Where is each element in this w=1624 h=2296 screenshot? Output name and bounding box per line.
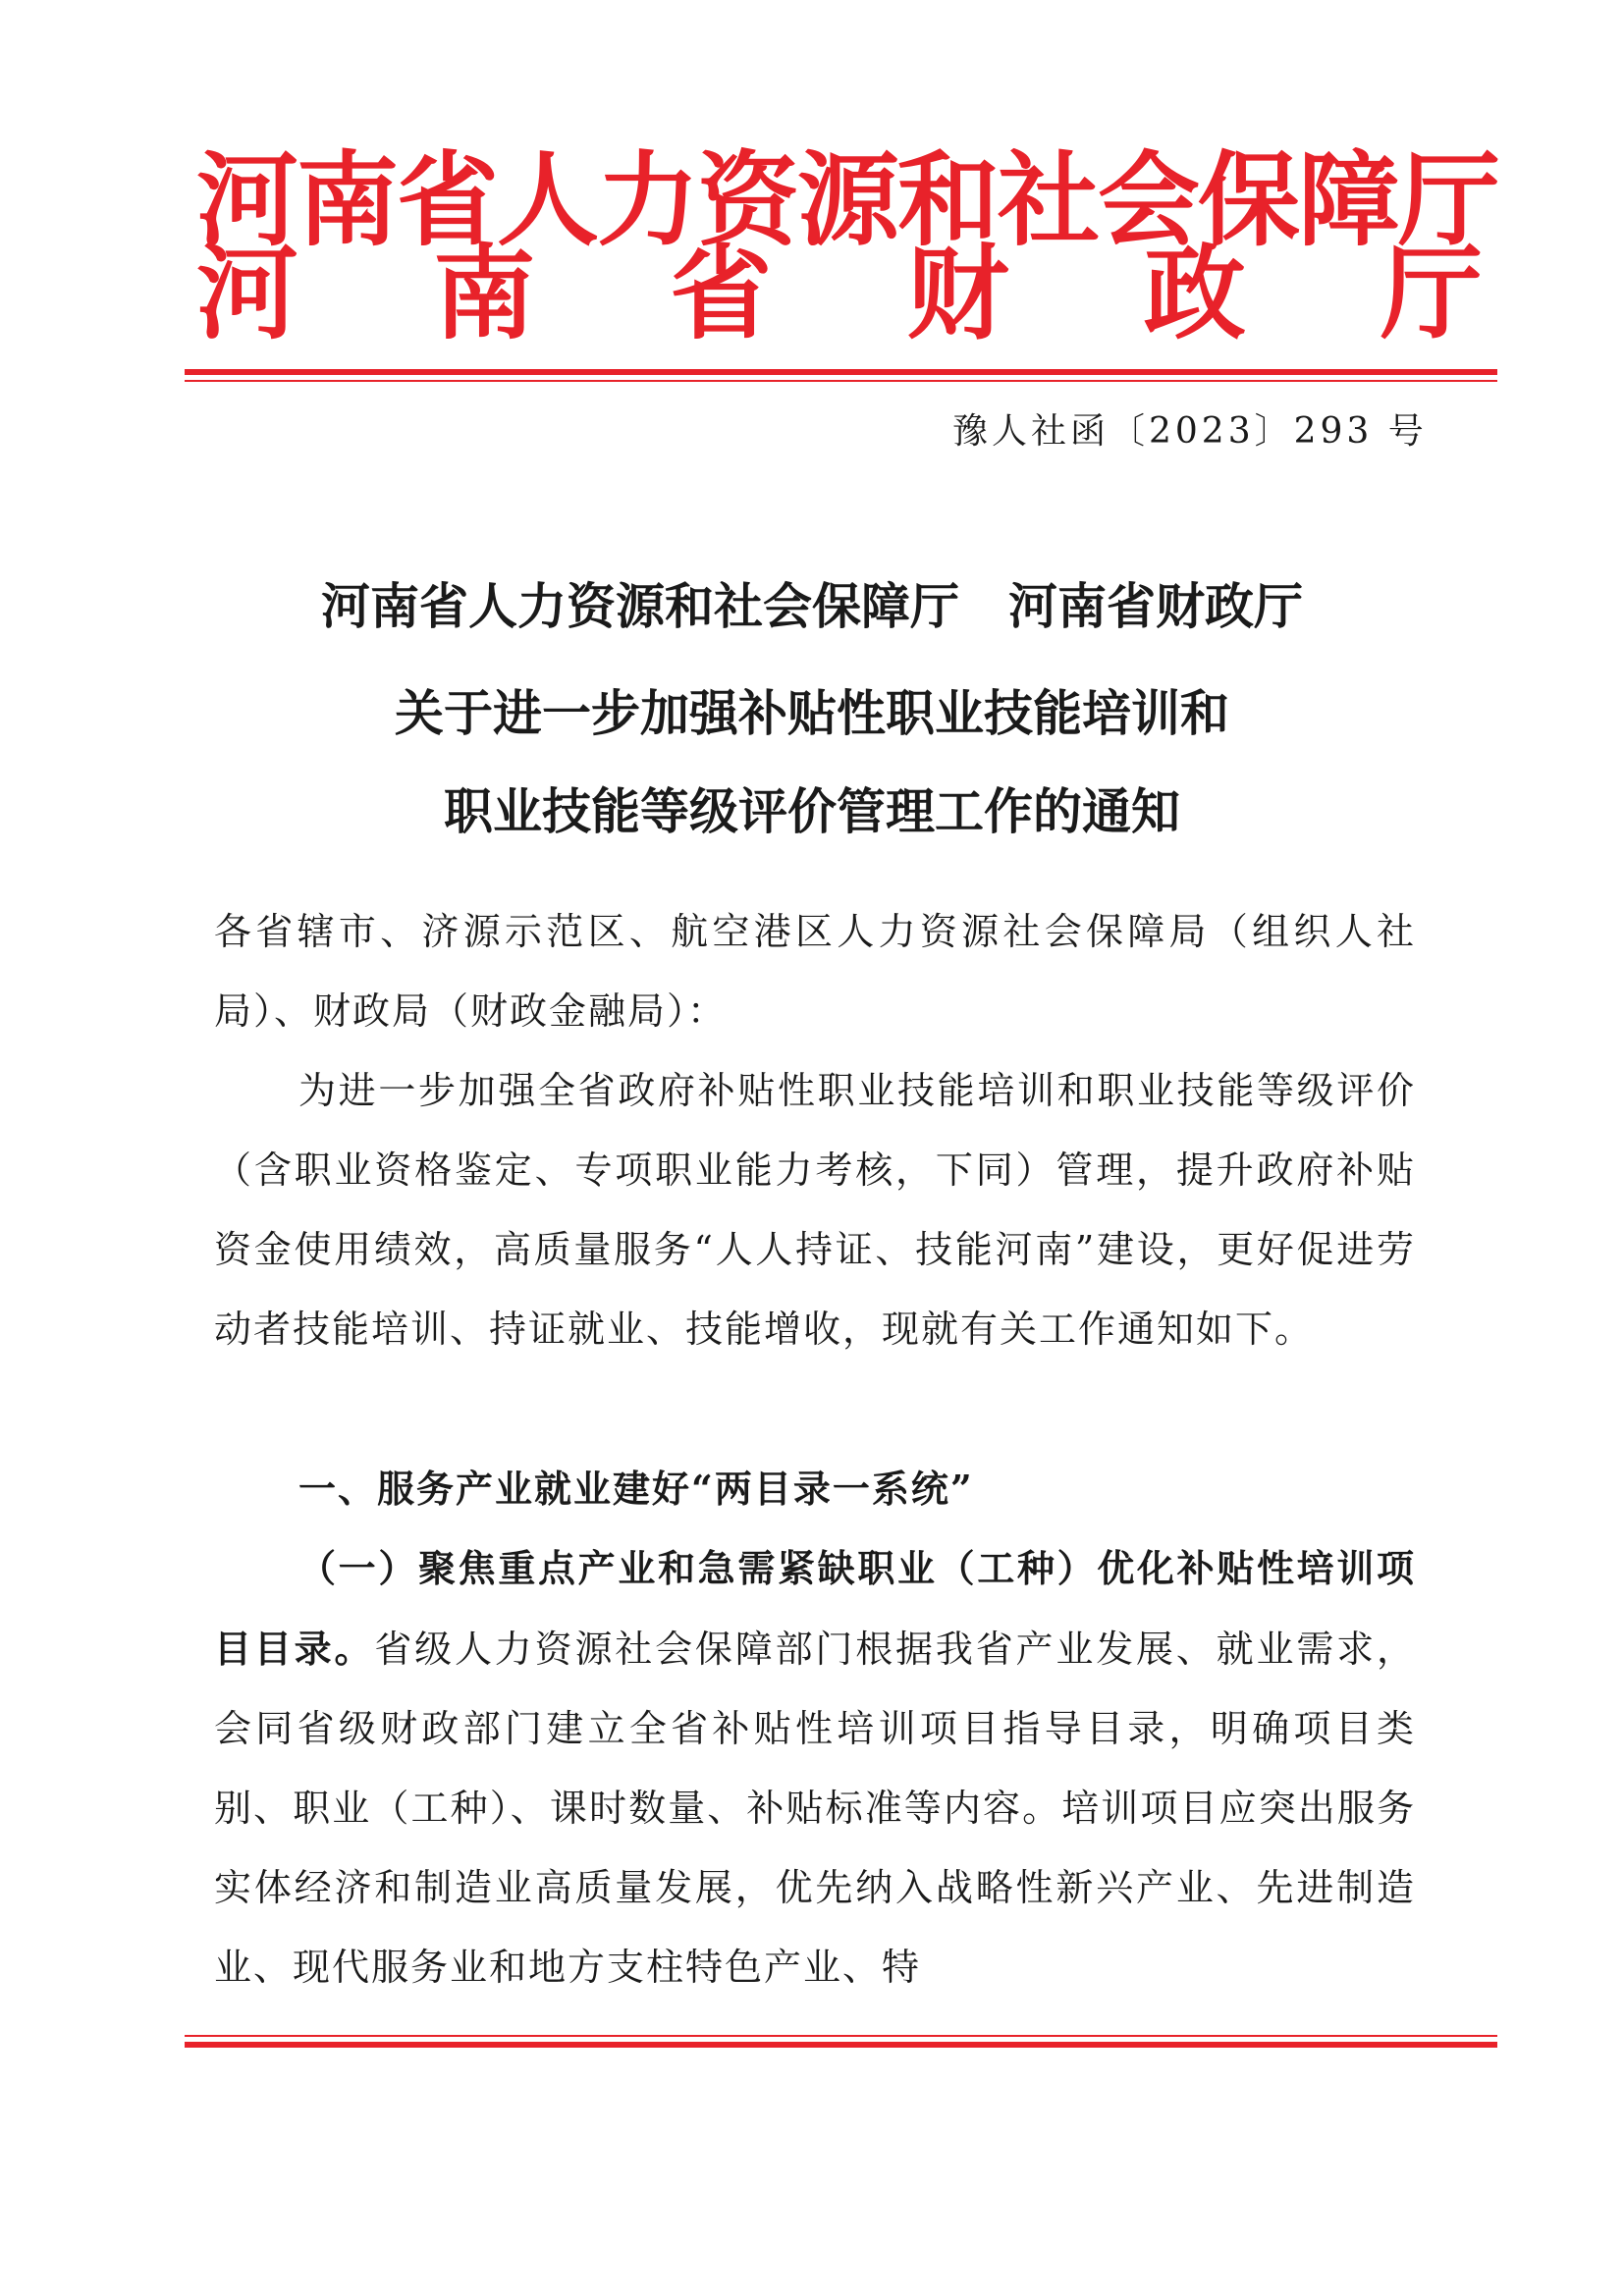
document-title-line1: 河南省人力资源和社会保障厅 河南省财政厅 bbox=[321, 577, 1303, 635]
footer-rule-thin bbox=[185, 2035, 1497, 2037]
issuer-char: 财 bbox=[906, 233, 1009, 353]
paragraph-lead: （一）聚焦重点产业和急需紧缺职业（工种）优化补贴性培训项目目录。 bbox=[214, 1546, 1416, 1671]
issuer-char: 河 bbox=[196, 233, 299, 353]
issuer-char: 厅 bbox=[1380, 233, 1483, 353]
issuer-title-hrss: 河南省人力资源和社会保障厅 bbox=[196, 139, 1499, 260]
document-title-line2: 关于进一步加强补贴性职业技能培训和 bbox=[395, 684, 1229, 742]
issuer-char: 政 bbox=[1143, 233, 1246, 353]
issuer-title-finance bbox=[196, 233, 1483, 353]
issuer-char: 省 bbox=[670, 233, 773, 353]
body-paragraph bbox=[214, 1528, 1416, 2007]
header-rule-thick bbox=[185, 369, 1497, 375]
paragraph-text: 省级人力资源社会保障部门根据我省产业发展、就业需求，会同省级财政部门建立全省补贴性培训项目指导目录，明确项目类别、职业（工种）、课时数量、补贴标准等内容。培训项目应突出服务实体经济和制造业高质量发展，优先纳入战略性新兴产业、先进制造业、现代服务业和地方支柱特色产业、特 bbox=[214, 1628, 1416, 1989]
document-number: 豫人社函〔2023〕293 号 bbox=[952, 411, 1428, 452]
document-title-line3: 职业技能等级评价管理工作的通知 bbox=[444, 782, 1180, 840]
footer-rule-thick bbox=[185, 2042, 1497, 2048]
intro-paragraph: 为进一步加强全省政府补贴性职业技能培训和职业技能等级评价（含职业资格鉴定、专项职业能力考核，下同）管理，提升政府补贴资金使用绩效，高质量服务“人人持证、技能河南”建设，更好促进劳动者技能培训、持证就业、技能增收，现就有关工作通知如下。 bbox=[214, 1069, 1416, 1351]
header-rule-thin bbox=[185, 380, 1497, 382]
section-heading: 一、服务产业就业建好“两目录一系统” bbox=[298, 1467, 974, 1511]
issuer-char: 南 bbox=[433, 233, 536, 353]
recipient-line: 各省辖市、济源示范区、航空港区人力资源社会保障局（组织人社局）、财政局（财政金融局）： bbox=[214, 910, 1416, 1033]
